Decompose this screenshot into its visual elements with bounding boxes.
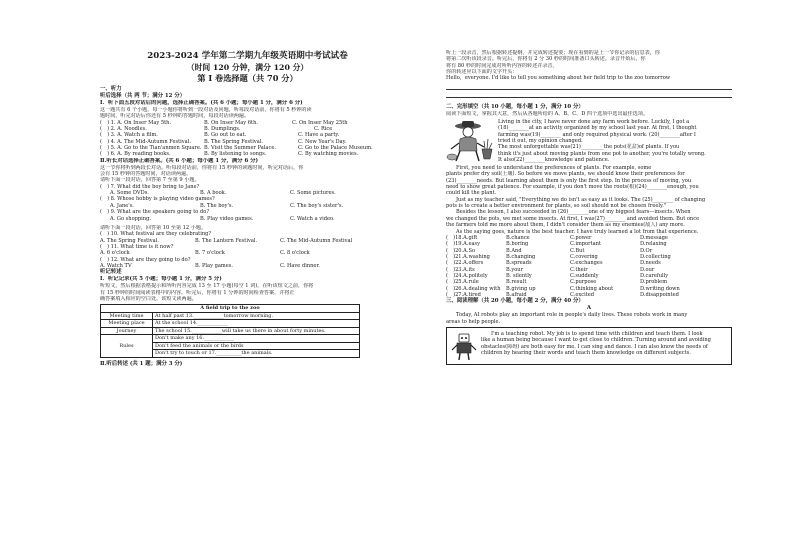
question-row: ( ) 4. A. The Mid-Autumn Festival. B. The Spring Festival. C. New Year's Day. [100, 138, 347, 145]
blank-15[interactable]: The school 15.____________will take us there in about forty minutes. [153, 327, 360, 335]
option-row: ( )24.A.politely B. silently C.suddenly D.carefully [446, 272, 669, 279]
cloze-heading: 二、完形填空（共 10 小题，每小题 1 分，满分 10 分） [446, 103, 584, 110]
question-12-options: A. Watch TV B. Play games. C. Have dinner. [100, 262, 320, 269]
reading-heading: 三、阅读理解（共 20 小题，每小题 2 分，满分 40 分） [446, 298, 584, 305]
record-heading: 听记转述 [100, 269, 122, 276]
section3-instruction: 听短文，然后根据表格提示和所听内容完成 13 至 17 小题(每空 1 词)。在听该短文之前，你将 [100, 283, 314, 290]
option-row: ( )26.A.dealing with B.giving up C.thinking about D.writing down [446, 285, 680, 292]
table-row: Rules Don't make any 16.____________ [101, 335, 360, 343]
question-row: ( ) 2. A. Noodles. B. Dumplings. C. Rice [100, 126, 333, 133]
exam-title: 2023-2024 学年第二学期九年级英语期中考试试卷 [147, 51, 348, 61]
table-row: Meeting place At the school 14.____________ [101, 320, 360, 328]
question-8: ( ) 8. Whose hobby is playing video games? [100, 196, 215, 203]
retell-instruction: 将有 80 秒的时间完成对所听内容的转述并录音。 [446, 62, 558, 69]
section1-questions [100, 120, 395, 158]
reading-intro: areas to help people. [446, 318, 501, 325]
blank-13[interactable]: At half past 13.____________tomorrow morning. [153, 312, 360, 320]
robot-icon [451, 333, 477, 361]
section2-instruction: 请听下面一段对话，回答第 7 至第 9 小题。 [100, 177, 200, 184]
cloze-passage: Living in the city, I have never done any farm work before. Luckily, I got a (18)________at an activity organized by my school last year. At first, I thought farming was(19)________ and only required physical work. (20)________after I tried it out, my opinion changed. The most unforgettable was(21)_________the pots(花盆)of plants. If you think it's just about moving plants from one pot to another, you're totally wrong. It also(22)________knowledge and patience. First, you need to understand the preferences of plants. For example, some plants prefer dry soil(土壤). So before we move plants, we should know their preferences for (23)________needs. But learning about them is only the first step. In the process of moving, you need to show great patience. For example, if you don't move the roots(根)(24)________enough, you could kill the plant. Just as my teacher said, "Everything we do isn't as easy as it looks. The (25)________ of changing pots is to create a better environment for plants, so soil should not be chosen freely." Besides the lesson, I also succeeded in (26)________one of my biggest fears---insects. When we changed the pots, we met some insects. At first, I was(27)________ and avoided them. But once the farmers told me more about them, I didn't consider them as my enemies(敌人) any more. As the saying goes, nature is the best teacher. I have truly learned a lot from that experience. [446, 119, 732, 235]
answer-line[interactable] [446, 84, 732, 90]
section3-instruction: 有 15 秒钟的时间阅读表格中的内容。听完后，你将有 1 分钟的时间检查答案，并将正 [100, 289, 295, 296]
option-row: ( )25.A.rule B.result C.purpose D.problem [446, 279, 668, 286]
option-row: ( )23.A.its B.your C.their D.our [446, 266, 655, 273]
option-row: ( )19.A.easy B.boring C.important D.relaxing [446, 241, 667, 248]
section1-instruction: 题时间，听完对话后你还有 5 秒钟的答题时间，每段对话读两遍。 [100, 113, 250, 120]
blank-17[interactable]: Don't try to touch or 17.__________the animals. [153, 350, 360, 358]
exam-subtitle: （时间 120 分钟，满分 120 分） [186, 63, 309, 72]
option-row: ( )20.A.So B.And C.But D.Or [446, 247, 653, 254]
question-11-options: A. 6 o'clock B. 7 o'clock C. 8 o'clock [100, 250, 310, 257]
cloze-instruction: 阅读下面短文，掌握其大意，然后从各题所给的 A、B、C、D 四个选项中选出最佳选项。 [446, 110, 649, 117]
retell-opening: Hello，everyone. I'd like to tell you something about her field trip to the zoo tomorrow [446, 75, 671, 82]
section2-heading: Ⅱ.听长对话选择正确答案。(共 6 小题；每小题 1 分，满分 6 分) [100, 157, 259, 164]
question-row: ( ) 5. A. Go to the Tian'anmen Square. B. Visit the Summer Palace. C. Go to the Palace Museum. [100, 145, 373, 152]
listening-heading: 一、听力 [100, 86, 122, 92]
question-row: ( ) 1. A. On Inser May 5th. B. On Inser May 6th. C. On Inser May 25th [100, 119, 348, 126]
part-one-title: 第 I 卷选择题（共 70 分） [197, 73, 298, 83]
table-title: A field trip to the zoo [101, 305, 360, 313]
reading-intro: Today, AI robots play an important role in people's daily lives. These robots work in many [456, 312, 688, 319]
section2-instruction: 这一节你将听到两段长对话。听每段对话前，你将有 15 秒钟的读题时间，听完对话后，你 [100, 164, 304, 171]
table-row: Journey The school 15.____________will take us there in about forty minutes. [101, 327, 360, 335]
left-column [100, 50, 395, 368]
blank-14[interactable]: At the school 14.____________ [153, 320, 360, 328]
retell-instruction: 你的转述应以下面的文字开头： [446, 69, 518, 76]
section3-instruction: 确答案填入相应的空白处。该短文读两遍。 [100, 295, 197, 302]
question-9-options: A. Go shopping. B. Play video games. C. Watch a video. [110, 215, 335, 222]
question-row: ( ) 3. A. Watch a film. B. Go out to eat. C. Have a party. [100, 132, 340, 139]
robot-illustration [451, 333, 477, 361]
question-10: ( ) 10. What festival are they celebrating? [100, 231, 212, 238]
section4-heading: Ⅱ.听后转述 (共 1 题；满分 3 分) [100, 360, 183, 367]
question-row: ( ) 6. A. By reading books. B. By listening to songs. C. By watching movies. [100, 151, 359, 158]
blank-16[interactable]: Don't make any 16.____________ [153, 335, 360, 343]
option-row: ( )21.A.washing B.changing C.covering D.collecting [446, 253, 671, 260]
option-row: ( )22.A.offers B.spreads C.exchanges D.needs [446, 260, 661, 267]
right-column [446, 50, 732, 365]
answer-line[interactable] [446, 92, 732, 98]
table-row: Meeting time At half past 13.____________tomorrow morning. [101, 312, 360, 320]
retell-instruction: 将第二次听该段录音。听完后，你将有 2 分 30 秒的时间准备口头转述。录音开始后，你 [446, 56, 646, 63]
field-trip-table [100, 304, 360, 358]
section1-heading: Ⅰ．听下面五段对话后的问题，选择正确答案。(共 6 小题；每小题 1 分，满分 6 分) [100, 100, 303, 106]
section3-heading: Ⅰ．听记记录(共 5 小题；每小题 1 分，满分 5 分) [100, 276, 222, 283]
question-12: ( ) 12. What are they going to do? [100, 256, 191, 263]
question-7: ( ) 7. What did the boy bring to Jane? [100, 183, 200, 190]
retell-instruction: 听上一段录音，然后根据转述提纲，并完成转述提要；现在看到的是上一节你记录的信息表，你 [446, 50, 660, 56]
question-9: ( ) 9. What are the speakers going to do? [100, 209, 210, 216]
question-11: ( ) 11. What time is it now? [100, 243, 174, 250]
section2-instruction: 请听下面一段对话，回答第 10 至第 12 小题。 [100, 224, 207, 231]
question-7-options: A. Some DVDs. B. A book. C. Some pictures. [110, 190, 336, 197]
reading-section-a: A [586, 305, 592, 312]
robot-text-box: I'm a teaching robot. My job is to spend time with children and teach them. I look like a human being because I want to get close to children. Turning around and avoiding obstacles(障碍) are both easy for me. I can sing and dance. I can also know the needs of children by hearing their words and teach them knowledge on different subjects. [446, 327, 732, 365]
farmer-illustration [446, 119, 494, 163]
question-10-options: A. The Spring Festival. B. The Lantern Festival. C. The Mid-Autumn Festival [100, 237, 353, 244]
listening-choice-heading: 听后选择（共 两 节；满分 12 分） [100, 93, 186, 99]
cloze-options [446, 235, 732, 298]
blank-18: (18)________at an activity organized by my school last year. At first, I thought [498, 125, 697, 132]
question-8-options: A. Jane's. B. The boy's. C. The boy's sister's. [110, 202, 344, 209]
section1-instruction: 这一题共有 6 个小题，每一小题你将听到一段对话及问题，听每段对话前，你将有 5 秒钟的读 [100, 107, 312, 113]
farmer-picture-icon [446, 119, 494, 163]
option-row: ( )18.A.gift B.chance C.power D.message [446, 234, 668, 241]
section2-instruction: 会有 15 秒钟的答题时间，对话读两遍。 [100, 171, 192, 178]
table-row: Don't feed the animals or the birds [101, 342, 360, 350]
option-row: ( )27.A.tired B.afraid C.excited D.disappointed [446, 291, 679, 298]
